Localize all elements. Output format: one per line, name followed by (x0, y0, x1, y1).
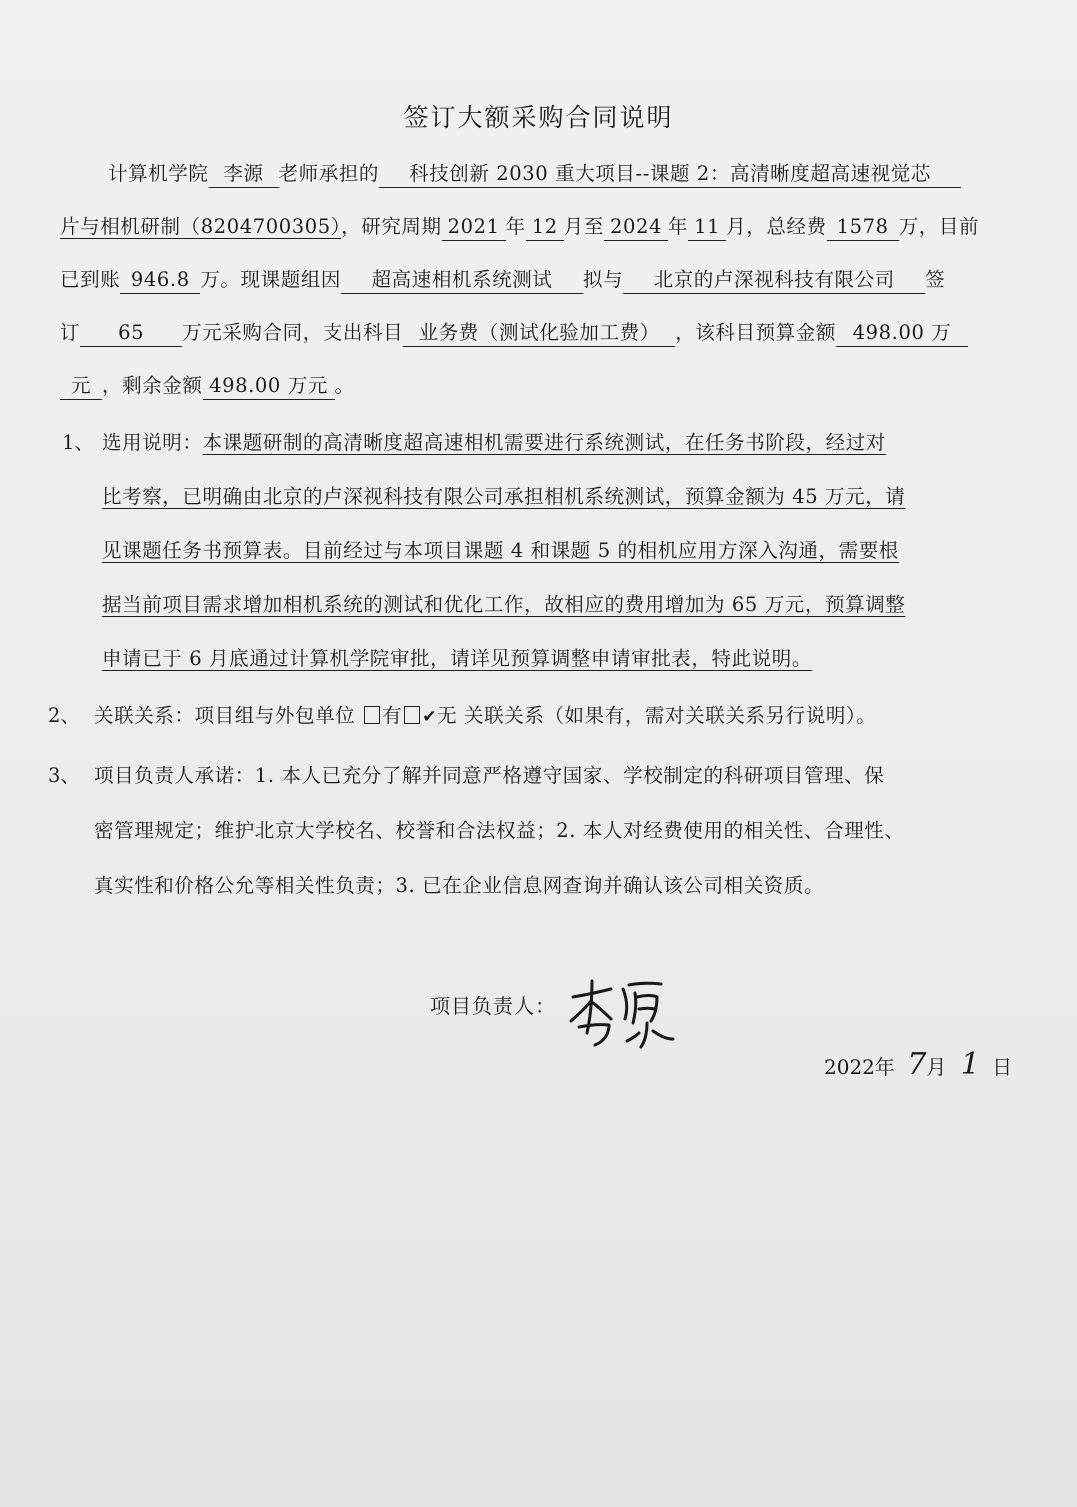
text-segment: ，研究周期 (341, 215, 442, 238)
text-segment: 万。现课题组因 (200, 268, 342, 291)
text-segment: 年 (668, 215, 689, 238)
intro-line-1 (108, 158, 961, 188)
start-year: 2021 (442, 214, 506, 241)
item-1-text: 本课题研制的高清晰度超高速相机需要进行系统测试，在任务书阶段，经过对 (202, 431, 886, 454)
date-month-unit: 月 (926, 1055, 947, 1079)
text-segment: 订 (60, 321, 81, 344)
text-segment: 月，总经费 (726, 215, 827, 238)
text-segment: ，该科目预算金额 (675, 321, 837, 344)
signature (565, 975, 685, 1059)
text-segment: 年 (505, 215, 526, 238)
text-segment: 签 (925, 268, 946, 291)
project-name-part-2: 片与相机研制（8204700305） (60, 215, 342, 238)
document-title: 签订大额采购合同说明 (403, 103, 674, 132)
text-segment: 月至 (563, 215, 604, 238)
end-month: 11 (688, 214, 726, 241)
budget-amount: 498.00 万 (836, 320, 968, 347)
supplier-company: 北京的卢深视科技有限公司 (623, 267, 925, 294)
checkbox-no (404, 706, 420, 724)
item-3-line-1: 项目负责人承诺：1. 本人已充分了解并同意严格遵守国家、学校制定的科研项目管理、保 (94, 764, 885, 787)
text-segment: 万元采购合同，支出科目 (182, 321, 404, 344)
date-month: 7 (907, 1047, 927, 1082)
item-1-line-3: 见课题任务书预算表。目前经过与本项目课题 4 和课题 5 的相机应用方深入沟通，需要根 (102, 539, 899, 562)
total-funding: 1578 (827, 214, 899, 241)
intro-line-5 (60, 370, 355, 400)
start-month: 12 (526, 214, 564, 241)
item-3-line-3: 真实性和价格公允等相关性负责；3. 已在企业信息网查询并确认该公司相关资质。 (94, 874, 825, 897)
expense-category: 业务费（测试化验加工费） (403, 320, 675, 347)
purchase-reason: 超高速相机系统测试 (341, 267, 583, 294)
intro-line-3 (60, 264, 945, 294)
item-2-text-tail: 关联关系（如果有，需对关联关系另行说明）。 (464, 704, 877, 727)
arrived-funding: 946.8 (120, 267, 200, 294)
text-segment: 万，目前 (898, 215, 980, 238)
check-mark-icon: ✔ (422, 707, 438, 727)
handwritten-signature (565, 975, 685, 1055)
school-name: 计算机学院 (108, 162, 209, 185)
item-2-number: 2、 (48, 704, 80, 727)
end-year: 2024 (604, 214, 668, 241)
text-segment: 。 (334, 374, 355, 397)
item-2-text: 关联关系：项目组与外包单位 (94, 704, 356, 727)
date (824, 1047, 1012, 1082)
date-day-unit: 日 (992, 1055, 1013, 1079)
item-1-line-4: 据当前项目需求增加相机系统的测试和优化工作，故相应的费用增加为 65 万元，预算调整 (102, 593, 906, 616)
intro-line-4 (60, 317, 968, 347)
item-1-number: 1、 (62, 431, 94, 454)
option-yes-label: 有 (382, 704, 403, 727)
item-2-line (94, 700, 876, 728)
item-3-number: 3、 (48, 764, 80, 787)
item-3-line-2: 密管理规定；维护北京大学校名、校誉和合法权益；2. 本人对经费使用的相关性、合理性、 (94, 819, 905, 842)
contract-amount: 65 (80, 320, 182, 347)
text-segment: 老师承担的 (278, 162, 380, 185)
intro-line-2 (60, 211, 979, 241)
item-1-line-1 (102, 427, 886, 455)
text-segment: 拟与 (583, 268, 624, 291)
remaining-amount: 498.00 万元 (203, 373, 335, 400)
text-segment: 已到账 (60, 268, 121, 291)
signature-label: 项目负责人： (430, 994, 556, 1018)
text-segment: ，剩余金额 (102, 374, 203, 397)
option-no-label: 无 (437, 704, 458, 727)
date-year-unit: 年 (874, 1055, 895, 1079)
budget-amount-unit: 元 (60, 373, 102, 400)
teacher-name: 李源 (209, 161, 279, 188)
item-1-label: 选用说明： (102, 431, 203, 454)
checkbox-yes (364, 706, 380, 724)
project-name-part-1: 科技创新 2030 重大项目--课题 2：高清晰度超高速视觉芯 (379, 161, 961, 188)
date-year: 2022 (824, 1055, 875, 1079)
item-1-line-5: 申请已于 6 月底通过计算机学院审批，请详见预算调整申请审批表，特此说明。 (102, 647, 813, 670)
date-day: 1 (960, 1047, 980, 1082)
item-1-line-2: 比考察，已明确由北京的卢深视科技有限公司承担相机系统测试，预算金额为 45 万元，请 (102, 485, 906, 508)
